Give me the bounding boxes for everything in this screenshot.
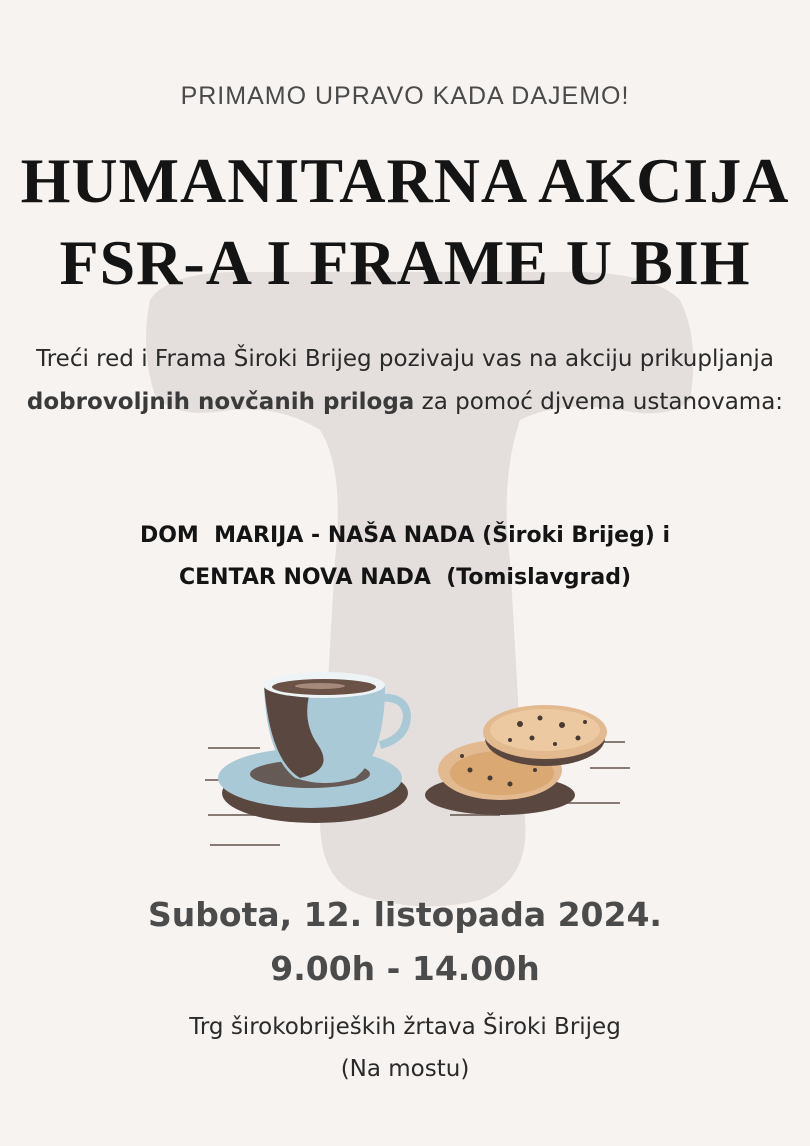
tagline: PRIMAMO UPRAVO KADA DAJEMO! [180,82,630,110]
event-location [0,1006,810,1090]
event-datetime [0,888,810,996]
institutions [0,515,810,599]
intro-text [20,338,790,424]
coffee-and-cookies-illustration [200,660,640,860]
institution-line-2: CENTAR NOVA NADA (Tomislavgrad) [178,565,632,590]
page-title [0,140,810,304]
institution-line-1: DOM MARIJA - NAŠA NADA (Široki Brijeg) i [139,523,671,548]
intro-part-1: Treći red i Frama Široki Brijeg pozivaju vas na akciju prikupljanja [36,346,774,372]
intro-part-2: za pomoć djvema ustanovama: [414,389,784,415]
location-line-2: (Na mostu) [340,1056,470,1082]
title-line-1: HUMANITARNA AKCIJA [20,145,790,216]
intro-emphasis: dobrovoljnih novčanih priloga [26,389,415,415]
cookies-icon [425,705,607,815]
location-line-1: Trg širokobrijeških žrtava Široki Brijeg [189,1014,621,1040]
title-line-2: FSR-A I FRAME U BIH [59,227,751,298]
event-time: 9.00h - 14.00h [270,949,540,988]
event-date: Subota, 12. listopada 2024. [148,895,662,934]
